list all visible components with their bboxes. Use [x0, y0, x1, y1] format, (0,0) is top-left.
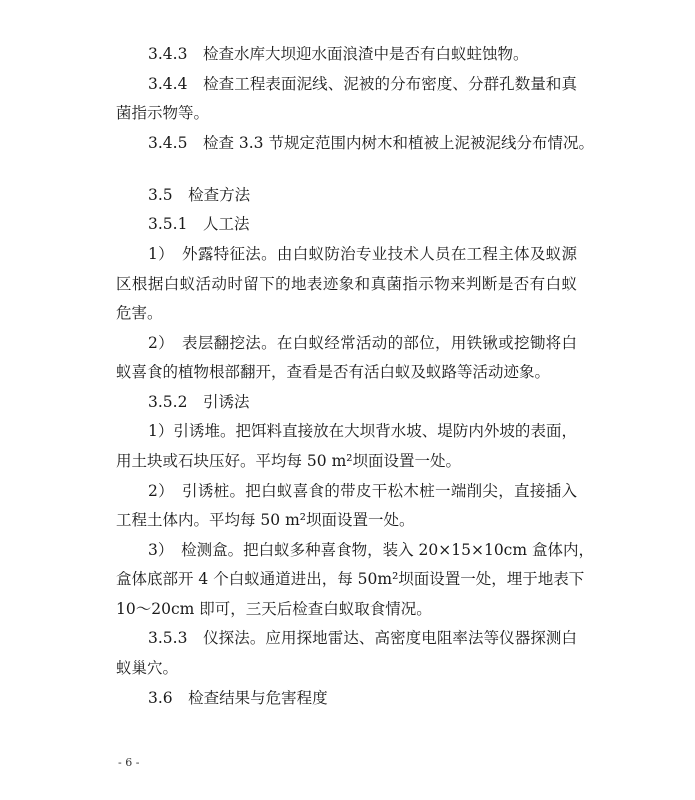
heading-3-5: 3.5 检查方法: [148, 186, 251, 204]
bait-pile-line-1: 1）引诱堆。把饵料直接放在大坝背水坡、堤防内外坡的表面，: [148, 422, 577, 440]
item-1-exposure-line-2: 区根据白蚁活动时留下的地表迹象和真菌指示物来判断是否有白蚁: [116, 275, 577, 293]
item-2-digging-line-1: 2） 表层翻挖法。在白蚁经常活动的部位，用铁锹或挖锄将白: [148, 334, 577, 352]
section-3-5-3-line-1: 3.5.3 仪探法。应用探地雷达、高密度电阻率法等仪器探测白: [148, 629, 577, 647]
section-3-4-4-line-2: 菌指示物等。: [116, 104, 210, 122]
section-3-4-5: 3.4.5 检查 3.3 节规定范围内树木和植被上泥被泥线分布情况。: [148, 134, 594, 152]
bait-stake-line-1: 2） 引诱桩。把白蚁喜食的带皮干松木桩一端削尖，直接插入: [148, 482, 577, 500]
section-3-5-3-line-2: 蚁巢穴。: [116, 659, 179, 677]
item-2-digging-line-2: 蚁喜食的植物根部翻开，查看是否有活白蚁及蚁路等活动迹象。: [116, 363, 551, 381]
heading-3-6: 3.6 检查结果与危害程度: [148, 689, 328, 707]
item-1-exposure-line-3: 危害。: [116, 304, 163, 322]
bait-pile-line-2: 用土块或石块压好。平均每 50 m²坝面设置一处。: [116, 452, 461, 470]
detection-box-line-3: 10～20cm 即可，三天后检查白蚁取食情况。: [116, 600, 432, 618]
item-1-exposure-line-1: 1） 外露特征法。由白蚁防治专业技术人员在工程主体及蚁源: [148, 245, 577, 263]
section-3-4-4-line-1: 3.4.4 检查工程表面泥线、泥被的分布密度、分群孔数量和真: [148, 75, 577, 93]
page-number: - 6 -: [118, 756, 140, 769]
detection-box-line-2: 盒体底部开 4 个白蚁通道进出，每 50m²坝面设置一处，埋于地表下: [116, 570, 585, 588]
heading-3-5-2: 3.5.2 引诱法: [148, 393, 250, 411]
detection-box-line-1: 3） 检测盒。把白蚁多种喜食物，装入 20×15×10cm 盒体内，: [148, 541, 594, 559]
bait-stake-line-2: 工程土体内。平均每 50 m²坝面设置一处。: [116, 511, 415, 529]
heading-3-5-1: 3.5.1 人工法: [148, 215, 250, 233]
section-3-4-3: 3.4.3 检查水库大坝迎水面浪渣中是否有白蚁蛀蚀物。: [148, 45, 529, 63]
